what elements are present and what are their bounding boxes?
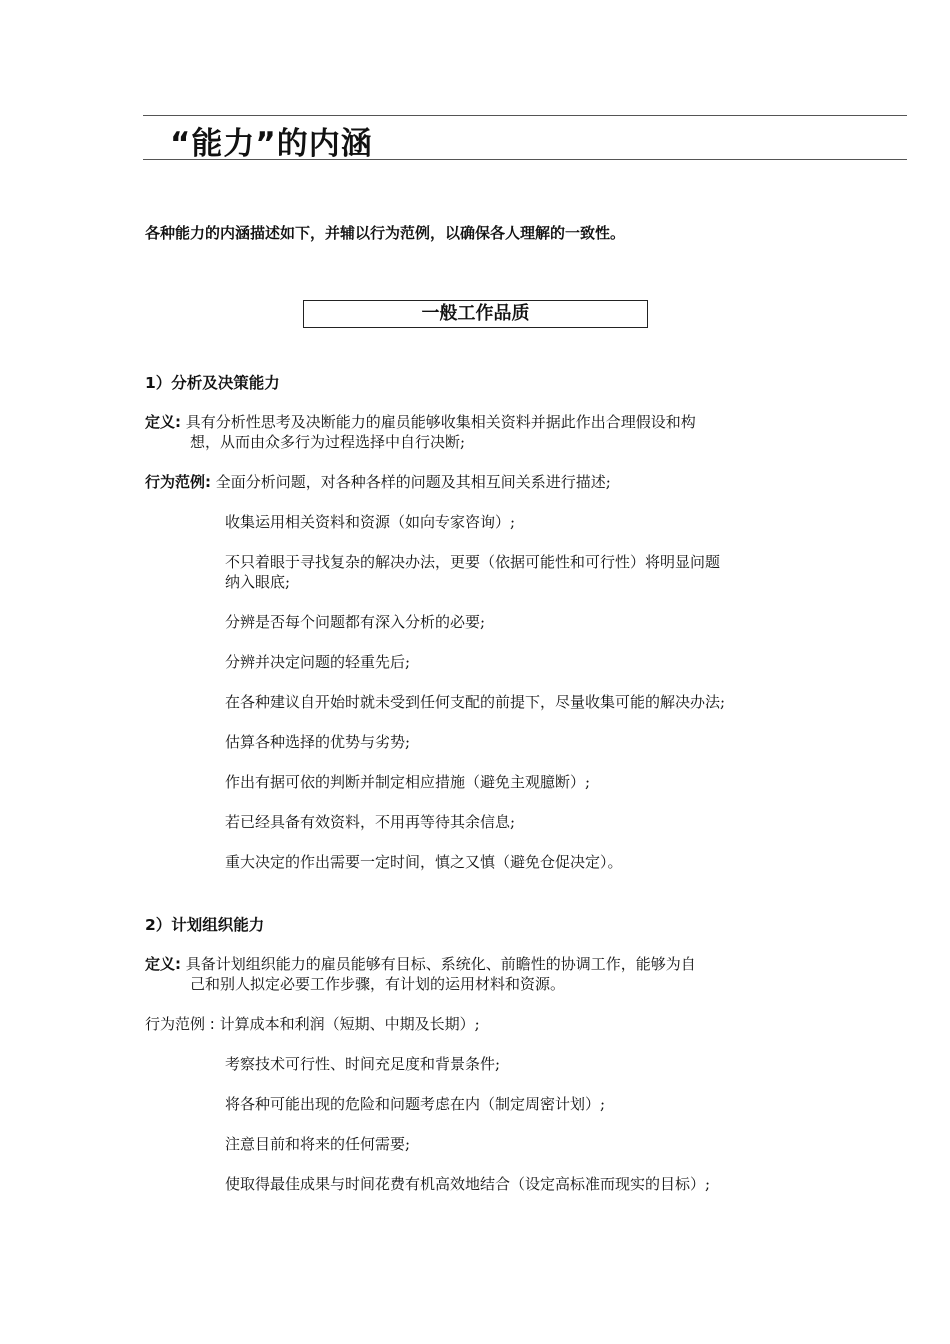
title-top-rule [143,115,907,116]
examples-label: 行为范例 : [145,1015,215,1033]
section-heading: 1）分析及决策能力 [145,374,280,392]
page-title: “能力”的内涵 [170,126,373,162]
definition-label: 定义: [145,413,181,431]
example-item: 分辨是否每个问题都有深入分析的必要; [225,613,486,631]
example-item: 纳入眼底; [225,573,291,591]
example-item: 计算成本和利润（短期、中期及长期）; [219,1015,480,1033]
example-item: 若已经具备有效资料，不用再等待其余信息; [225,813,516,831]
definition-paragraph [145,954,815,994]
category-box: 一般工作品质 [303,300,648,328]
intro-text: 各种能力的内涵描述如下，并辅以行为范例，以确保各人理解的一致性。 [145,224,626,242]
example-item: 考察技术可行性、时间充足度和背景条件; [225,1055,501,1073]
definition-paragraph [145,412,815,452]
example-item: 在各种建议自开始时就未受到任何支配的前提下，尽量收集可能的解决办法; [225,693,726,711]
example-item: 分辨并决定问题的轻重先后; [225,653,411,671]
example-item: 全面分析问题，对各种各样的问题及其相互间关系进行描述; [215,473,611,491]
title-bottom-rule [143,159,907,160]
definition-label: 定义: [145,955,181,973]
example-item: 估算各种选择的优势与劣势; [225,733,411,751]
examples-first-line [145,472,815,492]
examples-label: 行为范例: [145,473,211,491]
definition-text-line: 想，从而由众多行为过程选择中自行决断; [190,433,466,451]
example-item: 将各种可能出现的危险和问题考虑在内（制定周密计划）; [225,1095,606,1113]
example-item: 注意目前和将来的任何需要; [225,1135,411,1153]
section-heading: 2）计划组织能力 [145,916,265,934]
example-item: 不只着眼于寻找复杂的解决办法，更要（依据可能性和可行性）将明显问题 [225,553,721,571]
examples-first-line [145,1014,815,1034]
example-item: 重大决定的作出需要一定时间，慎之又慎（避免仓促决定）。 [225,853,623,871]
definition-text-line: 己和别人拟定必要工作步骤，有计划的运用材料和资源。 [190,975,566,993]
example-item: 使取得最佳成果与时间花费有机高效地结合（设定高标准而现实的目标）; [225,1175,711,1193]
definition-text-line: 具备计划组织能力的雇员能够有目标、系统化、前瞻性的协调工作，能够为自 [185,955,696,973]
definition-text-line: 具有分析性思考及决断能力的雇员能够收集相关资料并据此作出合理假设和构 [185,413,696,431]
example-item: 收集运用相关资料和资源（如向专家咨询）; [225,513,516,531]
example-item: 作出有据可依的判断并制定相应措施（避免主观臆断）; [225,773,591,791]
